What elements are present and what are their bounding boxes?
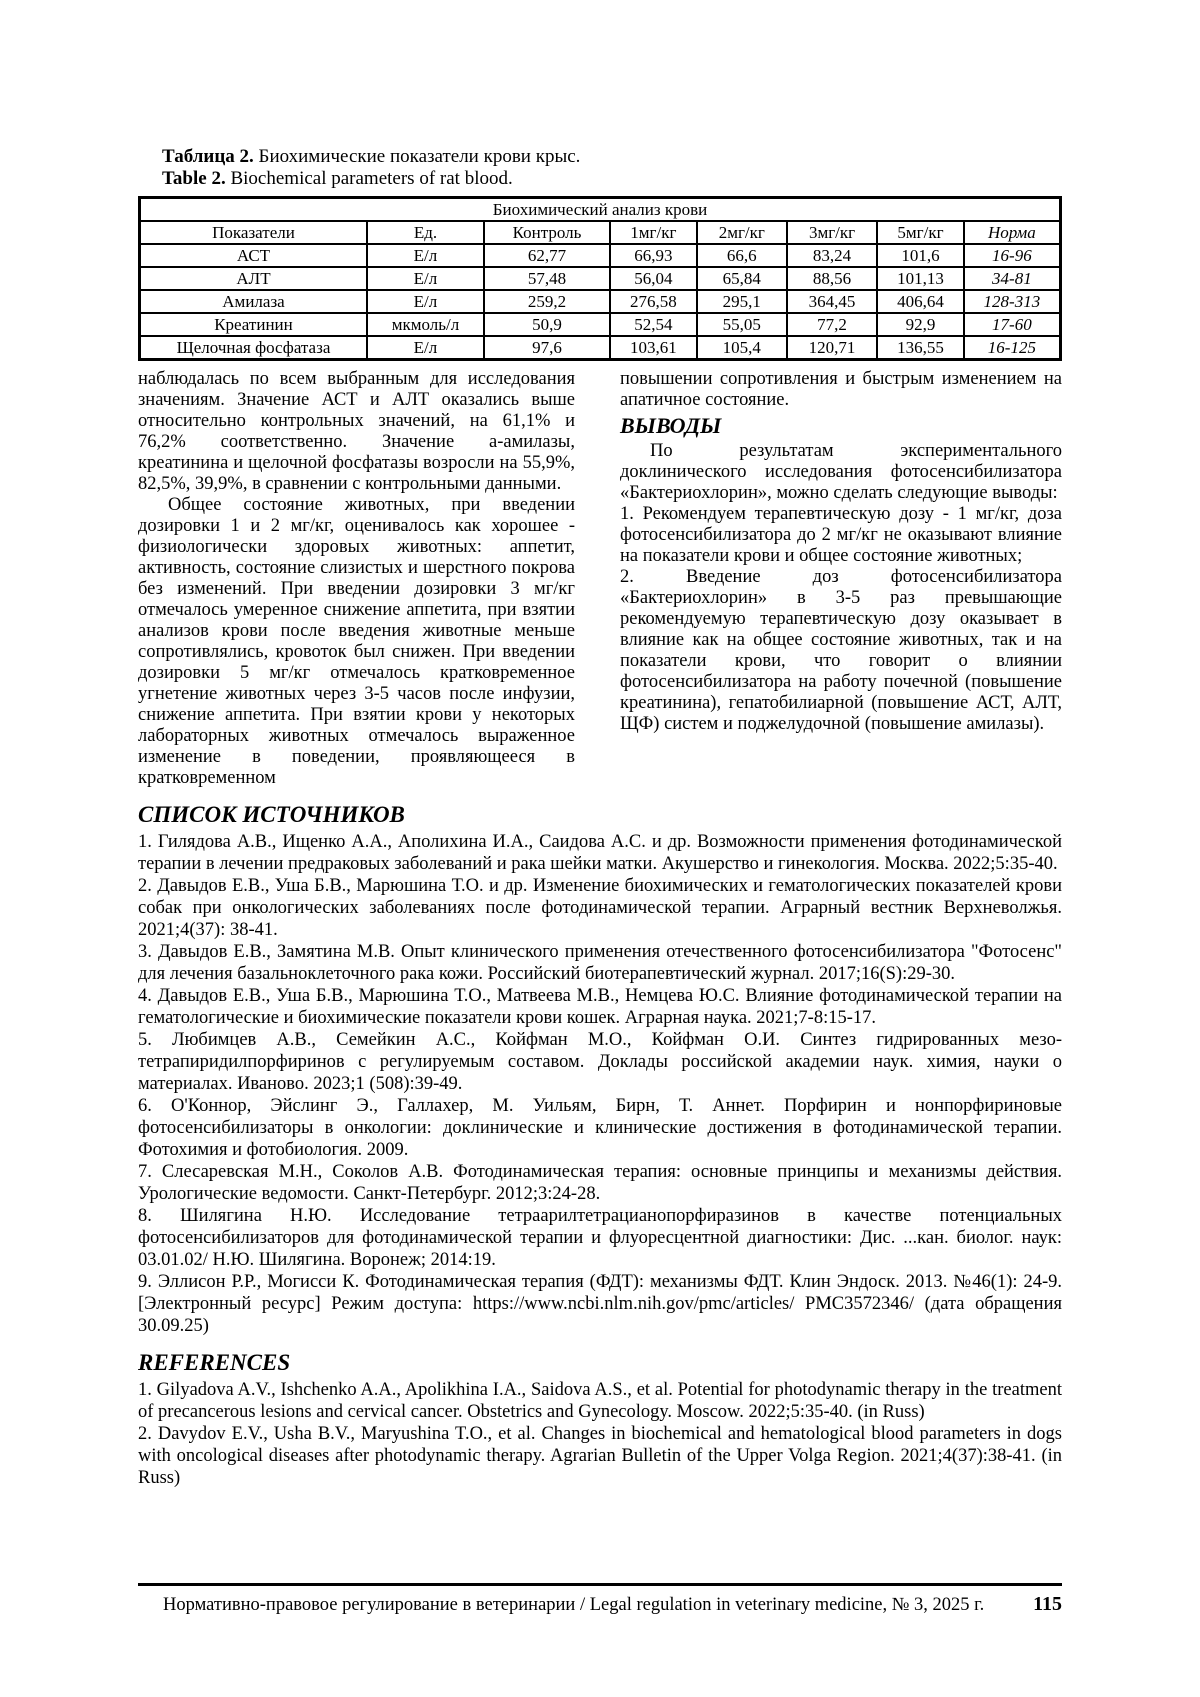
cell: 295,1 <box>697 290 787 313</box>
journal-title: Нормативно-правовое регулирование в ветеринарии / Legal regulation in veterinary medicine, № 3, 2025 г. <box>163 1595 985 1615</box>
table-row <box>140 290 1061 313</box>
cell-norma: 16-96 <box>964 244 1061 267</box>
cell: 57,48 <box>484 267 610 290</box>
body-paragraph: наблюдалась по всем выбранным для исследования значениям. Значение АСТ и АЛТ оказались выше относительно контрольных значений, на 61,1% и 76,2% соответственно. Значение а-амилазы, креатинина и щелочной фосфатазы возросли на 55,9%, 82,5%, 39,9%, в сравнении с контрольными данными. <box>138 369 575 494</box>
cell: 66,93 <box>610 244 697 267</box>
source-item: 6. О'Коннор, Эйслинг Э., Галлахер, М. Уильям, Бирн, Т. Аннет. Порфирин и нонпорфириновые фотосенсибилизаторы в онкологии: доклинические и клинические достижения в фотодинамической терапии. Фотохимия и фотобиология. 2009. <box>138 1096 1062 1160</box>
source-item: 4. Давыдов Е.В., Уша Б.В., Марюшина Т.О., Матвеева М.В., Немцева Ю.С. Влияние фотодинамической терапии на гематологические и биохимические показатели крови кошек. Аграрная наука. 2021;7-8:15-17. <box>138 986 1062 1028</box>
col-header: Показатели <box>140 221 367 244</box>
col-header: Контроль <box>484 221 610 244</box>
table-caption-en-label: Table 2. <box>162 168 226 189</box>
cell: Амилаза <box>140 290 367 313</box>
cell: 364,45 <box>787 290 877 313</box>
col-header: 2мг/кг <box>697 221 787 244</box>
cell: Щелочная фосфатаза <box>140 336 367 360</box>
cell: 259,2 <box>484 290 610 313</box>
source-item: 8. Шилягина Н.Ю. Исследование тетраарилтетрацианопорфиразинов в качестве потенциальных фотосенсибилизаторов для фотодинамической терапии и флуоресцентной диагностики: Дис. ...кан. биолог. наук: 03.01.02/ Н.Ю. Шилягина. Воронеж; 2014:19. <box>138 1206 1062 1270</box>
cell-norma: 128-313 <box>964 290 1061 313</box>
table-header-row <box>140 221 1061 244</box>
col-header-norma: Норма <box>964 221 1061 244</box>
cell: 92,9 <box>877 313 964 336</box>
cell: мкмоль/л <box>367 313 484 336</box>
cell: АЛТ <box>140 267 367 290</box>
cell: 66,6 <box>697 244 787 267</box>
cell: 101,6 <box>877 244 964 267</box>
source-item: 9. Эллисон Р.Р., Могисси К. Фотодинамическая терапия (ФДТ): механизмы ФДТ. Клин Эндоск. 2013. №46(1): 24-9. [Электронный ресурс] Режим доступа: https://www.ncbi.nlm.nih.gov/pmc/articles/ PMC3572346/ (дата обращения 30.09.25) <box>138 1272 1062 1336</box>
cell: 105,4 <box>697 336 787 360</box>
reference-item: 1. Gilyadova A.V., Ishchenko A.A., Apolikhina I.A., Saidova A.S., et al. Potential for photodynamic therapy in the treatment of precancerous lesions and cervical cancer. Obstetrics and Gynecology. Moscow. 2022;5:35-40. (in Russ) <box>138 1380 1062 1422</box>
table-caption-en <box>162 168 1062 190</box>
cell: 103,61 <box>610 336 697 360</box>
table-row <box>140 244 1061 267</box>
body-left-column <box>138 369 575 789</box>
source-item: 2. Давыдов Е.В., Уша Б.В., Марюшина Т.О. и др. Изменение биохимических и гематологических показателей крови собак при онкологических заболеваниях после фотодинамической терапии. Аграрный вестник Верхневолжья. 2021;4(37): 38-41. <box>138 876 1062 940</box>
cell-norma: 17-60 <box>964 313 1061 336</box>
page-footer <box>138 1583 1062 1616</box>
cell: 88,56 <box>787 267 877 290</box>
table-caption-ru <box>162 146 1062 168</box>
cell-norma: 34-81 <box>964 267 1061 290</box>
table-row <box>140 313 1061 336</box>
table-row <box>140 336 1061 360</box>
cell: 52,54 <box>610 313 697 336</box>
source-item: 7. Слесаревская М.Н., Соколов А.В. Фотодинамическая терапия: основные принципы и механизмы действия. Урологические ведомости. Санкт-Петербург. 2012;3:24-28. <box>138 1162 1062 1204</box>
cell: 83,24 <box>787 244 877 267</box>
cell: 77,2 <box>787 313 877 336</box>
table-row <box>140 267 1061 290</box>
cell: 62,77 <box>484 244 610 267</box>
source-item: 5. Любимцев А.В., Семейкин А.С., Койфман М.О., Койфман О.И. Синтез гидрированных мезо-тетрапиридилпорфиринов с регулируемым составом. Доклады российской академии наук. химия, науки о материалах. Иваново. 2023;1 (508):39-49. <box>138 1030 1062 1094</box>
cell: 136,55 <box>877 336 964 360</box>
source-item: 3. Давыдов Е.В., Замятина М.В. Опыт клинического применения отечественного фотосенсибилизатора "Фотосенс" для лечения базальноклеточного рака кожи. Российский биотерапевтический журнал. 2017;16(S):29-30. <box>138 942 1062 984</box>
table-title-row <box>140 198 1061 222</box>
cell: 120,71 <box>787 336 877 360</box>
biochemistry-table <box>138 196 1062 361</box>
col-header: 3мг/кг <box>787 221 877 244</box>
table-caption-ru-text: Биохимические показатели крови крыс. <box>253 146 581 167</box>
sources-heading: СПИСОК ИСТОЧНИКОВ <box>138 802 405 827</box>
body-paragraph: Общее состояние животных, при введении дозировки 1 и 2 мг/кг, оценивалось как хорошее - физиологически здоровых животных: аппетит, активность, состояние слизистых и шерстного покрова без изменений. При введении дозировки 3 мг/кг отмечалось умеренное снижение аппетита, при взятии анализов крови после введения животные меньше сопротивлялись, кровоток был снижен. При введении дозировки 5 мг/кг отмечалось кратковременное угнетение животных через 3-5 часов после инфузии, снижение аппетита. При взятии крови у некоторых лабораторных животных отмечалось выраженное изменение в поведении, проявляющееся в кратковременном <box>138 495 575 788</box>
cell: Е/л <box>367 336 484 360</box>
table-caption-en-text: Biochemical parameters of rat blood. <box>225 168 513 189</box>
cell: 65,84 <box>697 267 787 290</box>
references-heading: REFERENCES <box>138 1350 291 1375</box>
cell: 50,9 <box>484 313 610 336</box>
col-header: Ед. <box>367 221 484 244</box>
cell: 276,58 <box>610 290 697 313</box>
cell: 56,04 <box>610 267 697 290</box>
page-number: 115 <box>1033 1593 1062 1615</box>
cell-norma: 16-125 <box>964 336 1061 360</box>
table-caption-ru-label: Таблица 2. <box>162 146 254 167</box>
reference-item: 2. Davydov E.V., Usha B.V., Maryushina T.O., et al. Changes in biochemical and hematological blood parameters in dogs with oncological diseases after photodynamic therapy. Agrarian Bulletin of the Upper Volga Region. 2021;4(37):38-41. (in Russ) <box>138 1424 1062 1488</box>
body-right-column <box>620 369 1062 789</box>
conclusion-item: 1. Рекомендуем терапевтическую дозу - 1 мг/кг, доза фотосенсибилизатора до 2 мг/кг не оказывают влияние на показатели крови и общее состояние животных; <box>620 504 1062 566</box>
table-title: Биохимический анализ крови <box>140 198 1061 222</box>
col-header: 1мг/кг <box>610 221 697 244</box>
col-header: 5мг/кг <box>877 221 964 244</box>
cell: Е/л <box>367 290 484 313</box>
cell: АСТ <box>140 244 367 267</box>
cell: 55,05 <box>697 313 787 336</box>
body-two-columns <box>138 369 1062 789</box>
body-paragraph: По результатам экспериментального доклинического исследования фотосенсибилизатора «Бактериохлорин», можно сделать следующие выводы: <box>620 441 1062 503</box>
cell: Е/л <box>367 244 484 267</box>
conclusions-heading: ВЫВОДЫ <box>620 413 722 438</box>
cell: 97,6 <box>484 336 610 360</box>
cell: 406,64 <box>877 290 964 313</box>
cell: 101,13 <box>877 267 964 290</box>
cell: Е/л <box>367 267 484 290</box>
source-item: 1. Гилядова А.В., Ищенко А.А., Аполихина И.А., Саидова А.С. и др. Возможности применения фотодинамической терапии в лечении предраковых заболеваний и рака шейки матки. Акушерство и гинекология. Москва. 2022;5:35-40. <box>138 832 1062 874</box>
body-paragraph: повышении сопротивления и быстрым изменением на апатичное состояние. <box>620 369 1062 410</box>
cell: Креатинин <box>140 313 367 336</box>
conclusion-item: 2. Введение доз фотосенсибилизатора «Бактериохлорин» в 3-5 раз превышающие рекомендуемую терапевтическую дозу оказывает в влияние как на общее состояние животных, так и на показатели крови, что говорит о влиянии фотосенсибилизатора на работу почечной (повышение креатинина), гепатобилиарной (повышение АСТ, АЛТ, ЩФ) систем и поджелудочной (повышение амилазы). <box>620 567 1062 734</box>
